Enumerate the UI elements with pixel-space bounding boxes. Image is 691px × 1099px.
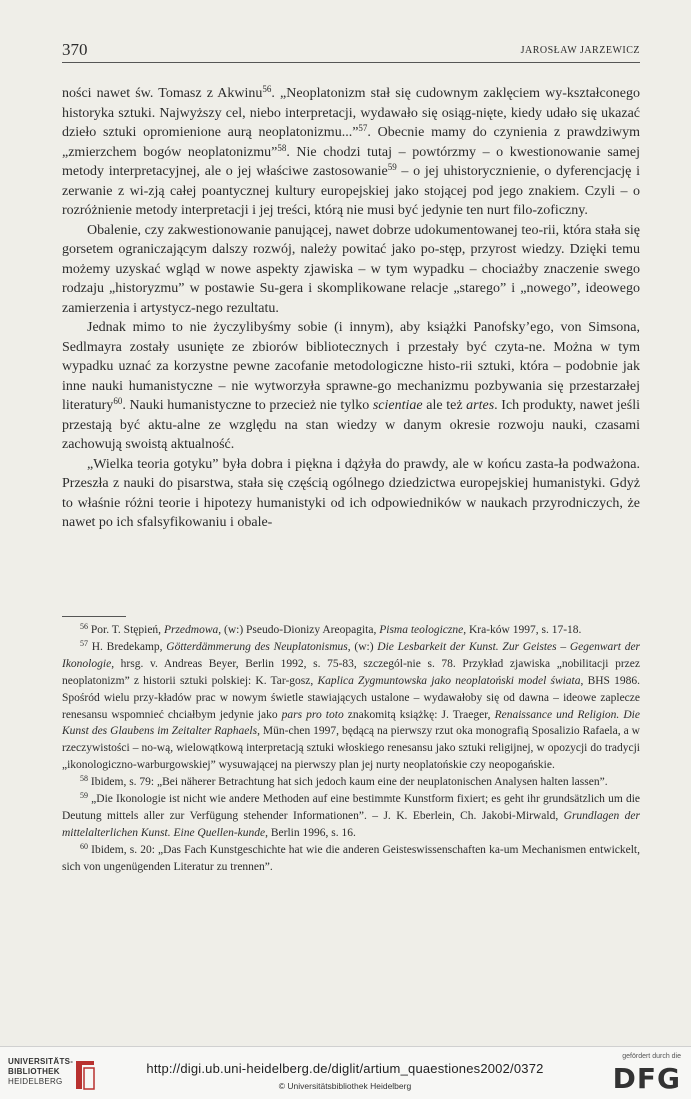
footnote-56: $^{56}$ Por. T. Stępień, Przedmowa, (w:) Pseudo-Dionizy Areopagita, Pisma teologiczne, Kra-ków 1997, s. 17-18. — [80, 622, 582, 636]
page-header — [62, 38, 640, 64]
paragraph-4: „Wielka teoria gotyku” była dobra i piękna i dążyła do prawdy, ale w końcu zasta-ła podważona. Przeszła z nauki do pisarstwa, stała się częścią ogólnego dziedzictwa europejskiej humanistyki. Gdyż to właśnie różni teorie i hipotezy humanistyki od ich odpowiedników w naukach przyrodniczych, że nawet po ich sfalsyfikowaniu i obale- — [62, 456, 640, 530]
footnote-59: $^{59}$ „Die Ikonologie ist nicht wie andere Methoden auf eine bestimmte Kunstform fixiert; es geht ihr grundsätzlich um die Deutung mittels aller zur Verfügung stehender Informationen”. – J. K. Eberlein, Ch. Jakobi-Mirwald, Grundlagen der mittelalterlichen Kunst. Eine Quellen-kunde, Berlin 1996, s. 16. — [62, 791, 640, 839]
copyright-notice: © Universitätsbibliothek Heidelberg — [278, 1081, 412, 1091]
ub-heidelberg-logo[interactable] — [8, 1057, 128, 1097]
page-number: 370 — [62, 40, 88, 59]
paragraph-2: Obalenie, czy zakwestionowanie panującej, nawet dobrze udokumentowanej teo-rii, która stała się gorsetem ograniczającym dalszy rozwój, należy powitać jako po-stęp, przyrost wiedzy. Dzięki temu możemy uzyskać wgląd w nowe aspekty zjawiska – w tym wypadku – chociażby znaczenie swego rodzaju „historyzmu” w postawie Su-gera i skomplikowane relacje „starego” i „nowego”, ideowego zamierzenia i artystycz-nego rezultatu. — [62, 222, 640, 316]
footnote-58: $^{58}$ Ibidem, s. 79: „Bei näherer Betrachtung hat sich jedoch kaum eine der neuplatonischen Analysen halten lassen”. — [80, 774, 608, 789]
running-head: JAROSŁAW JARZEWICZ — [520, 45, 640, 56]
footnote-ref: 56 — [262, 84, 272, 94]
dfg-logo[interactable] — [609, 1053, 681, 1095]
footnote-ref: 60 — [113, 396, 123, 406]
footnote-ref: 57 — [358, 123, 368, 133]
footnote-separator — [62, 616, 126, 617]
viewer-footer — [0, 1046, 691, 1099]
paragraph-3: Jednak mimo to nie życzylibyśmy sobie (i innym), aby książki Panofsky’ego, von Simsona, Sedlmayra zostały usunięte ze zbiorów bibliotecznych i przestały być czyta-ne. Można w tym wypadku uznać za korzystne pewne zacofanie metodologiczne histo-rii sztuki, która – podobnie jak inne nauki humanistyczne – nie wytworzyła sprawne-go mechanizmu pozbywania się przestarzałej literatury$^{60}$. Nauki humanistyczne to przecież nie tylko scientiae ale też artes. Ich produkty, nawet jeśli przestają być aktu-alne ze względu na stan wiedzy w danym okresie rozwoju nauki, czasami zachowują swoistą aktualność. — [62, 320, 640, 452]
footnote-ref: 58 — [277, 142, 287, 153]
header-rule — [62, 62, 640, 63]
dfg-label: gefördert durch die — [622, 1053, 681, 1060]
footnote-ref: 59 — [387, 162, 397, 172]
dfg-logo-icon: DFG — [612, 1062, 681, 1095]
page-url-link[interactable]: http://digi.ub.uni-heidelberg.de/diglit/artium_quaestiones2002/0372 — [146, 1061, 544, 1076]
footnote-60: $^{60}$ Ibidem, s. 20: „Das Fach Kunstgeschichte hat wie die anderen Geisteswissenschaften ka-um Mechanismen entwickelt, sich von ungenügenden Literatur zu trennen”. — [62, 841, 640, 873]
paragraph-1: ności nawet św. Tomasz z Akwinu$^{56}$. „Neoplatonizm stał się cudownym zaklęciem wy-kształconego historyka sztuki. Najwyższy cel, niebo interpretacji, wydawało się osiąg-nięte, kiedy udało się ukazać dzieło sztuki opromienione aurą neoplatonizmu...”$^{57}$. Obecnie mamy do czynienia z prawdziwym „zmierzchem bogów neoplatonizmu”$^{58}$. Nie chodzi tutaj – powtórzmy – o kwestionowanie samej metody interpretacyjnej, ale o jej właściwe zastosowanie$^{59}$ – o jej uhistorycznienie, o dyferencjację i zerwanie z wi-zją całej poantycznej kultury europejskiej jako stojącej pod jego znakiem. Czyli – o rozróżnienie metody interpretacji i jej treści, którą nie musi być jedynie ten nurt filo-zoficzny. — [62, 84, 640, 218]
footnote-57: $^{57}$ H. Bredekamp, Götterdämmerung des Neuplatonismus, (w:) Die Lesbarkeit der Kunst. Zur Geistes – Gegenwart der Ikonologie, hrsg. v. Andreas Beyer, Berlin 1992, s. 75-83, szczegól-nie s. 78. Przykład zjawiska „nobilitacji przez neoplatonizm” z historii sztuki polskiej: K. Tar-gosz, Kaplica Zygmuntowska jako neoplatoński model świata, BHS 1986. Spośród wielu przy-kładów prac w nowym świetle stawiających ustalone – wydawałoby się od dawna – ideowe zaplecze renesansu wspomnieć chciałbym jedynie jako pars pro toto znakomitą książkę: J. Traeger, Renaissance und Religion. Die Kunst des Glaubens im Zeitalter Raphaels, Mün-chen 1997, będącą na pierwszy rzut oka monografią Sposalizio Rafaela, a w rzeczywistości – no-wą, wielowątkową interpretacją sztuki włoskiego renesansu jako sztuki religijnej, w opozycji do tradycji „ikonologiczno-warburgowskiej” wysuwającej na pierwszy plan jej nurty neoplatońskie czy neopogańskie. — [62, 638, 641, 772]
ub-heidelberg-icon — [70, 1059, 100, 1091]
ub-logo-text: UNIVERSITÄTS- BIBLIOTHEK HEIDELBERG — [8, 1057, 74, 1086]
body-text — [62, 84, 640, 533]
footnotes — [62, 622, 640, 876]
